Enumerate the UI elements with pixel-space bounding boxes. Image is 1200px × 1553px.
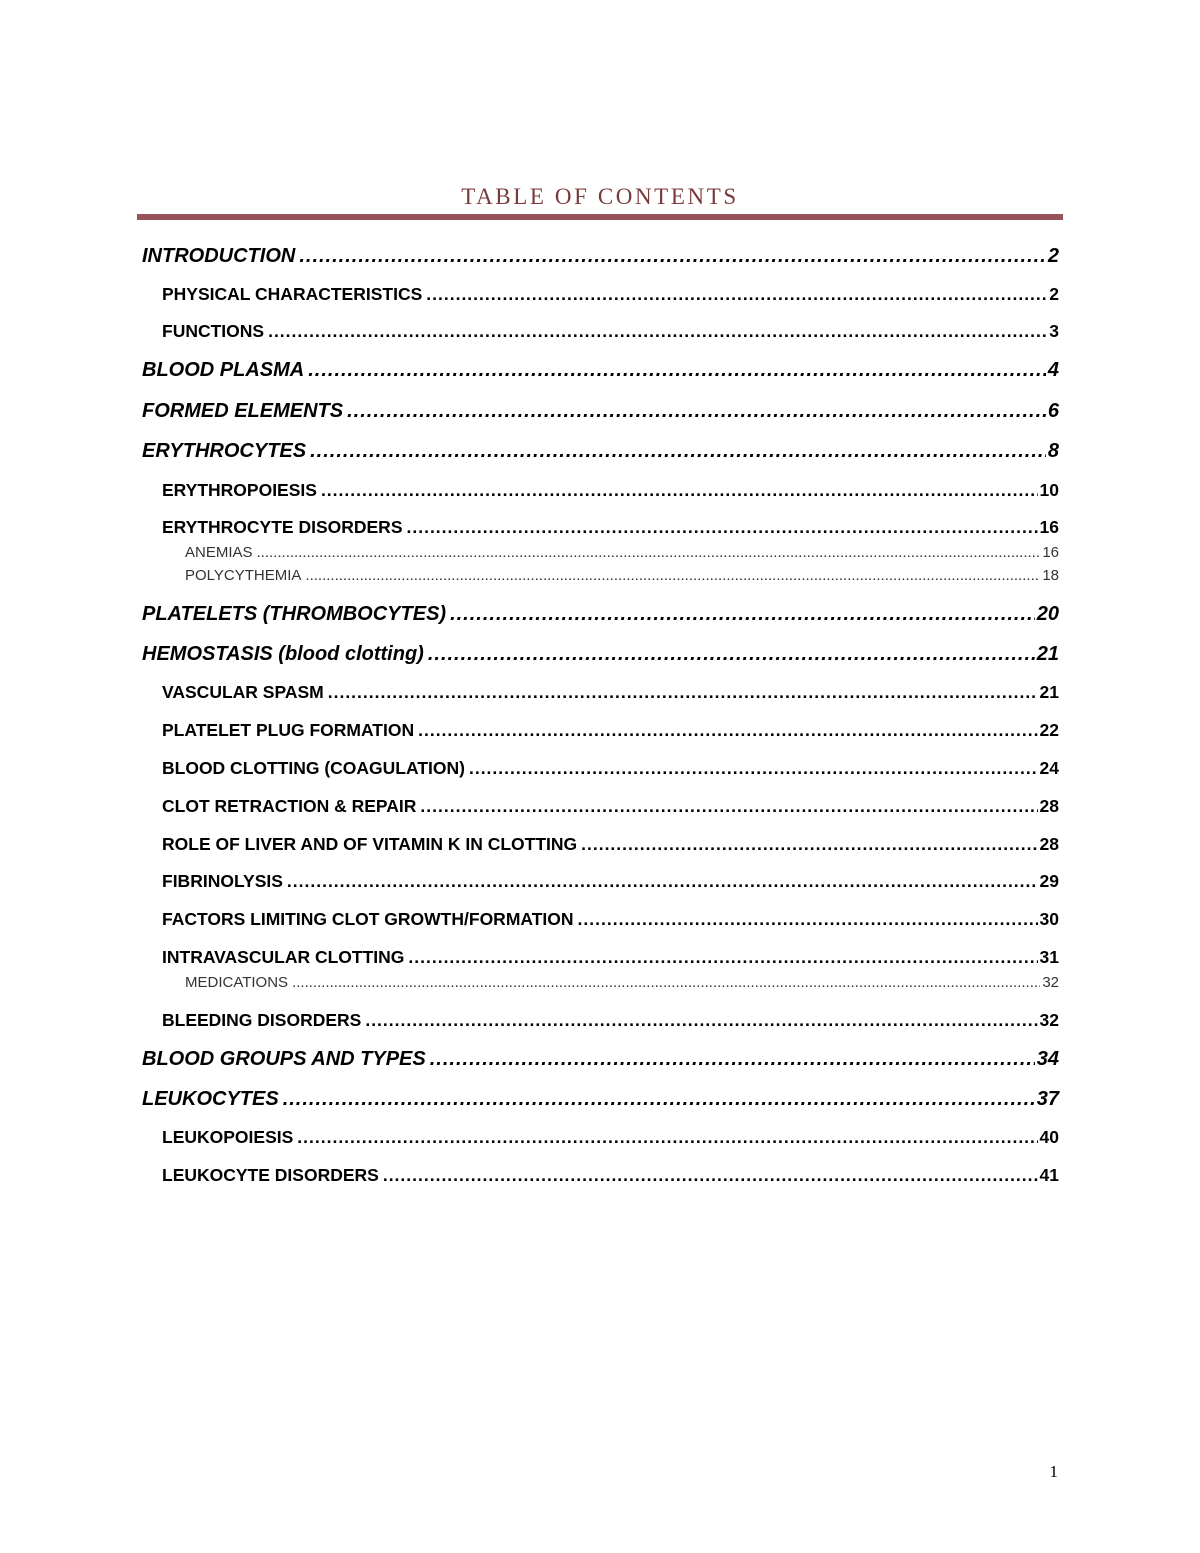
toc-entry-label: BLOOD GROUPS AND TYPES bbox=[142, 1048, 426, 1070]
dot-leader bbox=[305, 566, 1040, 586]
title-divider bbox=[137, 214, 1063, 220]
dot-leader bbox=[383, 1163, 1038, 1187]
toc-entry[interactable] bbox=[162, 1008, 1059, 1032]
toc-entry-page: 31 bbox=[1039, 947, 1059, 967]
dot-leader bbox=[581, 832, 1037, 856]
dot-leader bbox=[418, 718, 1037, 742]
dot-leader bbox=[283, 1086, 1035, 1112]
toc-entry-label: PLATELETS (THROMBOCYTES) bbox=[142, 603, 447, 625]
toc-entry[interactable] bbox=[162, 869, 1059, 893]
toc-entry[interactable] bbox=[185, 973, 1059, 993]
toc-entry-label: CLOT RETRACTION & REPAIR bbox=[162, 796, 417, 816]
dot-leader bbox=[257, 543, 1041, 563]
toc-entry-page: 2 bbox=[1049, 284, 1059, 304]
toc-entry-page: 41 bbox=[1039, 1165, 1059, 1185]
toc-entry-page: 28 bbox=[1039, 796, 1059, 816]
dot-leader bbox=[299, 243, 1046, 269]
toc-entry-page: 8 bbox=[1047, 440, 1059, 462]
toc-entry-page: 32 bbox=[1039, 1010, 1059, 1030]
toc-entry[interactable] bbox=[162, 718, 1059, 742]
dot-leader bbox=[328, 680, 1038, 704]
toc-entry-label: BLEEDING DISORDERS bbox=[162, 1010, 362, 1030]
toc-entry[interactable] bbox=[142, 357, 1059, 383]
toc-entry[interactable] bbox=[162, 319, 1059, 343]
toc-entry-label: FACTORS LIMITING CLOT GROWTH/FORMATION bbox=[162, 909, 574, 929]
toc-entry-page: 30 bbox=[1039, 909, 1059, 929]
toc-entry[interactable] bbox=[162, 282, 1059, 306]
toc-entry-page: 6 bbox=[1047, 400, 1059, 422]
toc-entry-page: 2 bbox=[1047, 245, 1059, 267]
dot-leader bbox=[310, 438, 1046, 464]
toc-entry-label: POLYCYTHEMIA bbox=[185, 567, 302, 584]
toc-entry-page: 10 bbox=[1039, 480, 1059, 500]
toc-entry-page: 16 bbox=[1042, 544, 1059, 561]
dot-leader bbox=[297, 1125, 1037, 1149]
toc-entry[interactable] bbox=[185, 543, 1059, 563]
toc-entry-page: 4 bbox=[1047, 359, 1059, 381]
dot-leader bbox=[292, 973, 1040, 993]
dot-leader bbox=[347, 398, 1046, 424]
dot-leader bbox=[407, 515, 1038, 539]
toc-title: TABLE OF CONTENTS bbox=[461, 184, 739, 209]
toc-entry-page: 18 bbox=[1042, 567, 1059, 584]
toc-entry-page: 37 bbox=[1036, 1088, 1059, 1110]
dot-leader bbox=[428, 641, 1035, 667]
dot-leader bbox=[268, 319, 1047, 343]
toc-entry-page: 40 bbox=[1039, 1127, 1059, 1147]
toc-entry-label: LEUKOPOIESIS bbox=[162, 1127, 294, 1147]
toc-entry[interactable] bbox=[162, 680, 1059, 704]
toc-entry[interactable] bbox=[162, 794, 1059, 818]
toc-entry-page: 21 bbox=[1036, 643, 1059, 665]
toc-entry[interactable] bbox=[162, 1163, 1059, 1187]
toc-entry-label: LEUKOCYTE DISORDERS bbox=[162, 1165, 379, 1185]
toc-entry-label: VASCULAR SPASM bbox=[162, 682, 324, 702]
toc-entry[interactable] bbox=[142, 1086, 1059, 1112]
toc-entry[interactable] bbox=[162, 945, 1059, 969]
toc-entry[interactable] bbox=[142, 641, 1059, 667]
toc-entry[interactable] bbox=[162, 478, 1059, 502]
toc-entry-page: 29 bbox=[1039, 871, 1059, 891]
dot-leader bbox=[420, 794, 1037, 818]
dot-leader bbox=[408, 945, 1037, 969]
dot-leader bbox=[469, 756, 1038, 780]
toc-entry-page: 22 bbox=[1039, 720, 1059, 740]
toc-entry-label: ERYTHROPOIESIS bbox=[162, 480, 317, 500]
toc-entry-label: ERYTHROCYTE DISORDERS bbox=[162, 517, 403, 537]
toc-entry-page: 20 bbox=[1036, 603, 1059, 625]
dot-leader bbox=[426, 282, 1047, 306]
toc-entry[interactable] bbox=[142, 601, 1059, 627]
toc-entry-label: PLATELET PLUG FORMATION bbox=[162, 720, 415, 740]
toc-entry[interactable] bbox=[142, 243, 1059, 269]
dot-leader bbox=[450, 601, 1035, 627]
toc-entry-label: FIBRINOLYSIS bbox=[162, 871, 283, 891]
toc-entry-label: FORMED ELEMENTS bbox=[142, 400, 344, 422]
toc-entry[interactable] bbox=[142, 1046, 1059, 1072]
dot-leader bbox=[578, 907, 1038, 931]
toc-entry-page: 24 bbox=[1039, 758, 1059, 778]
toc-entry-label: HEMOSTASIS (blood clotting) bbox=[142, 643, 424, 665]
toc-entry-label: INTRODUCTION bbox=[142, 245, 296, 267]
toc-entry[interactable] bbox=[162, 1125, 1059, 1149]
toc-entry-page: 32 bbox=[1042, 974, 1059, 991]
toc-entry-label: LEUKOCYTES bbox=[142, 1088, 279, 1110]
dot-leader bbox=[287, 869, 1038, 893]
toc-entry[interactable] bbox=[162, 907, 1059, 931]
toc-entry[interactable] bbox=[162, 756, 1059, 780]
dot-leader bbox=[365, 1008, 1037, 1032]
toc-entry-label: ERYTHROCYTES bbox=[142, 440, 307, 462]
page-number: 1 bbox=[1049, 1462, 1058, 1481]
toc-entry[interactable] bbox=[162, 832, 1059, 856]
toc-entry[interactable] bbox=[142, 398, 1059, 424]
toc-entry-label: BLOOD PLASMA bbox=[142, 359, 305, 381]
toc-entry-label: FUNCTIONS bbox=[162, 321, 265, 341]
toc-entry[interactable] bbox=[162, 515, 1059, 539]
toc-entry-label: MEDICATIONS bbox=[185, 974, 289, 991]
dot-leader bbox=[308, 357, 1046, 383]
toc-entry[interactable] bbox=[185, 566, 1059, 586]
dot-leader bbox=[321, 478, 1038, 502]
toc-entry-page: 34 bbox=[1036, 1048, 1059, 1070]
toc-entry-page: 3 bbox=[1049, 321, 1059, 341]
toc-entry[interactable] bbox=[142, 438, 1059, 464]
toc-entry-page: 16 bbox=[1039, 517, 1059, 537]
dot-leader bbox=[430, 1046, 1035, 1072]
toc-entry-label: BLOOD CLOTTING (COAGULATION) bbox=[162, 758, 465, 778]
toc-entry-label: PHYSICAL CHARACTERISTICS bbox=[162, 284, 423, 304]
toc-entry-page: 21 bbox=[1039, 682, 1059, 702]
toc-entry-label: INTRAVASCULAR CLOTTING bbox=[162, 947, 405, 967]
toc-entry-page: 28 bbox=[1039, 834, 1059, 854]
toc-entry-label: ANEMIAS bbox=[185, 544, 253, 561]
toc-entry-label: ROLE OF LIVER AND OF VITAMIN K IN CLOTTING bbox=[162, 834, 578, 854]
